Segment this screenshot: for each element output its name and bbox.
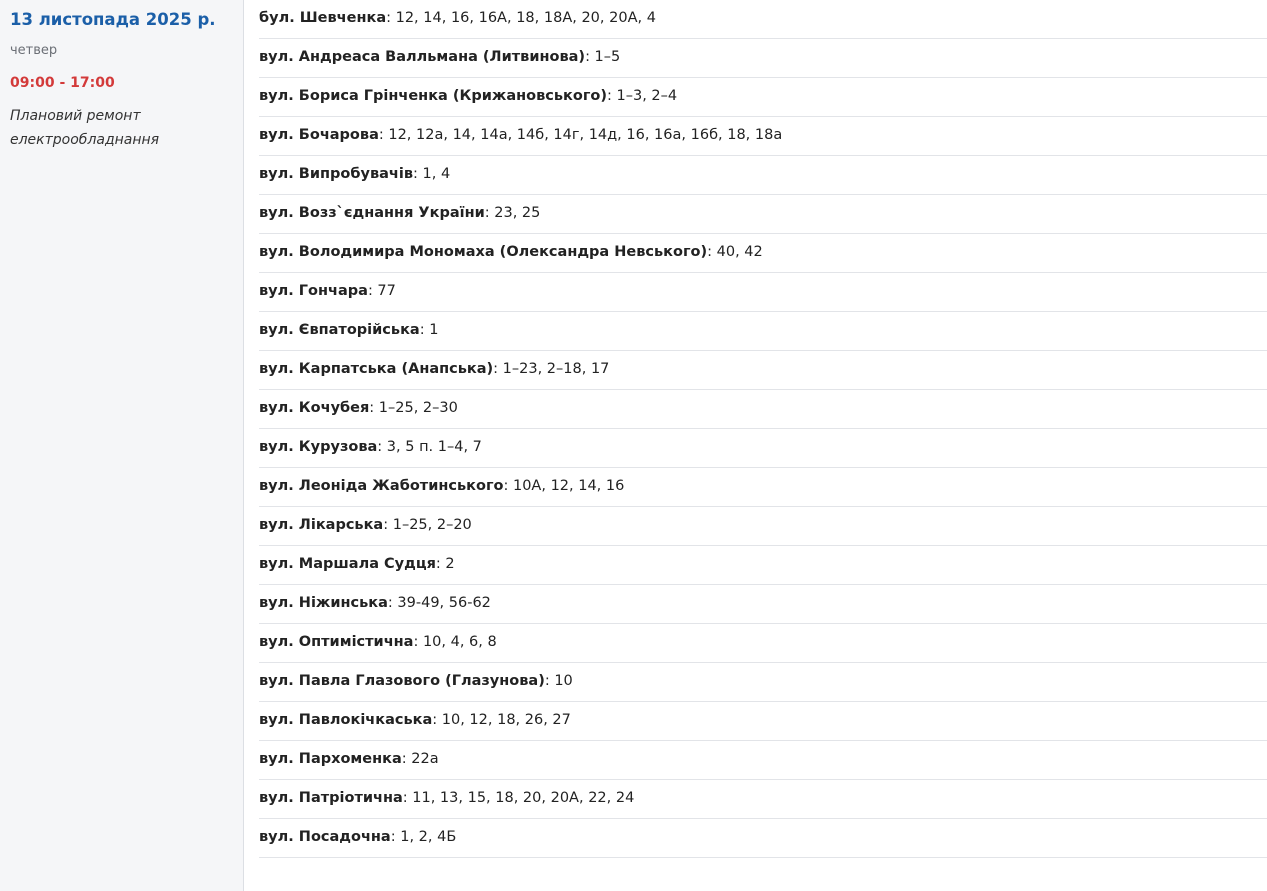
street-row (259, 0, 1267, 39)
street-row (259, 466, 1267, 507)
street-row (259, 700, 1267, 741)
street-name: вул. Ніжинська (259, 595, 388, 611)
outage-date: 13 листопада 2025 р. (10, 10, 216, 29)
street-name: вул. Курузова (259, 439, 378, 455)
street-name: вул. Лікарська (259, 517, 384, 533)
street-row (259, 661, 1267, 702)
street-name: вул. Посадочна (259, 829, 391, 845)
street-row (259, 232, 1267, 273)
house-numbers: : 2 (435, 556, 455, 572)
street-name: вул. Патріотична (259, 790, 403, 806)
street-row (259, 583, 1267, 624)
street-name: вул. Випробувачів (259, 166, 414, 182)
street-row (259, 76, 1267, 117)
street-name: вул. Володимира Мономаха (Олександра Невського) (259, 244, 708, 260)
street-row (259, 817, 1267, 858)
outage-weekday: четвер (10, 43, 58, 58)
house-numbers: : 10, 12, 18, 26, 27 (432, 712, 571, 728)
street-list (244, 0, 1267, 891)
street-name: вул. Павла Глазового (Глазунова) (259, 673, 545, 689)
street-row (259, 193, 1267, 234)
street-name: вул. Бориса Грінченка (Крижановського) (259, 88, 607, 104)
street-name: вул. Бочарова (259, 127, 379, 143)
street-name: вул. Пархоменка (259, 751, 402, 767)
street-row (259, 739, 1267, 780)
street-row (259, 154, 1267, 195)
street-row (259, 622, 1267, 663)
street-row (259, 271, 1267, 312)
house-numbers: : 1–5 (585, 49, 621, 65)
house-numbers: : 10А, 12, 14, 16 (503, 478, 625, 494)
house-numbers: : 12, 14, 16, 16А, 18, 18А, 20, 20А, 4 (386, 10, 656, 26)
street-name: вул. Кочубея (259, 400, 370, 416)
house-numbers: : 12, 12а, 14, 14а, 14б, 14г, 14д, 16, 16а, 16б, 18, 18а (378, 127, 783, 143)
street-name: бул. Шевченка (259, 10, 387, 26)
house-numbers: : 11, 13, 15, 18, 20, 20А, 22, 24 (402, 790, 635, 806)
street-name: вул. Леоніда Жаботинського (259, 478, 504, 494)
house-numbers: : 10 (544, 673, 573, 689)
house-numbers: : 1–3, 2–4 (607, 88, 678, 104)
house-numbers: : 3, 5 п. 1–4, 7 (377, 439, 482, 455)
house-numbers: : 1–25, 2–30 (369, 400, 458, 416)
house-numbers: : 22а (401, 751, 439, 767)
street-row (259, 37, 1267, 78)
street-name: вул. Маршала Судця (259, 556, 436, 572)
house-numbers: : 40, 42 (707, 244, 763, 260)
street-row (259, 505, 1267, 546)
street-name: вул. Карпатська (Анапська) (259, 361, 494, 377)
street-row (259, 427, 1267, 468)
house-numbers: : 1, 4 (413, 166, 451, 182)
outage-time: 09:00 - 17:00 (10, 75, 115, 91)
outage-reason: Плановий ремонт електрообладнання (10, 108, 160, 148)
street-row (259, 349, 1267, 390)
street-name: вул. Андреаса Валльмана (Литвинова) (259, 49, 586, 65)
street-row (259, 310, 1267, 351)
schedule-sidebar (0, 0, 244, 891)
street-name: вул. Гончара (259, 283, 368, 299)
street-row (259, 115, 1267, 156)
house-numbers: : 23, 25 (484, 205, 541, 221)
street-row (259, 544, 1267, 585)
street-row (259, 778, 1267, 819)
house-numbers: : 1, 2, 4Б (390, 829, 457, 845)
house-numbers: : 1–25, 2–20 (383, 517, 472, 533)
house-numbers: : 10, 4, 6, 8 (413, 634, 497, 650)
house-numbers: : 1 (419, 322, 439, 338)
street-name: вул. Оптимістична (259, 634, 414, 650)
street-name: вул. Євпаторійська (259, 322, 420, 338)
street-name: вул. Павлокічкаська (259, 712, 433, 728)
house-numbers: : 39-49, 56-62 (387, 595, 491, 611)
house-numbers: : 1–23, 2–18, 17 (493, 361, 610, 377)
street-name: вул. Возз`єднання України (259, 205, 485, 221)
street-row (259, 388, 1267, 429)
house-numbers: : 77 (367, 283, 396, 299)
